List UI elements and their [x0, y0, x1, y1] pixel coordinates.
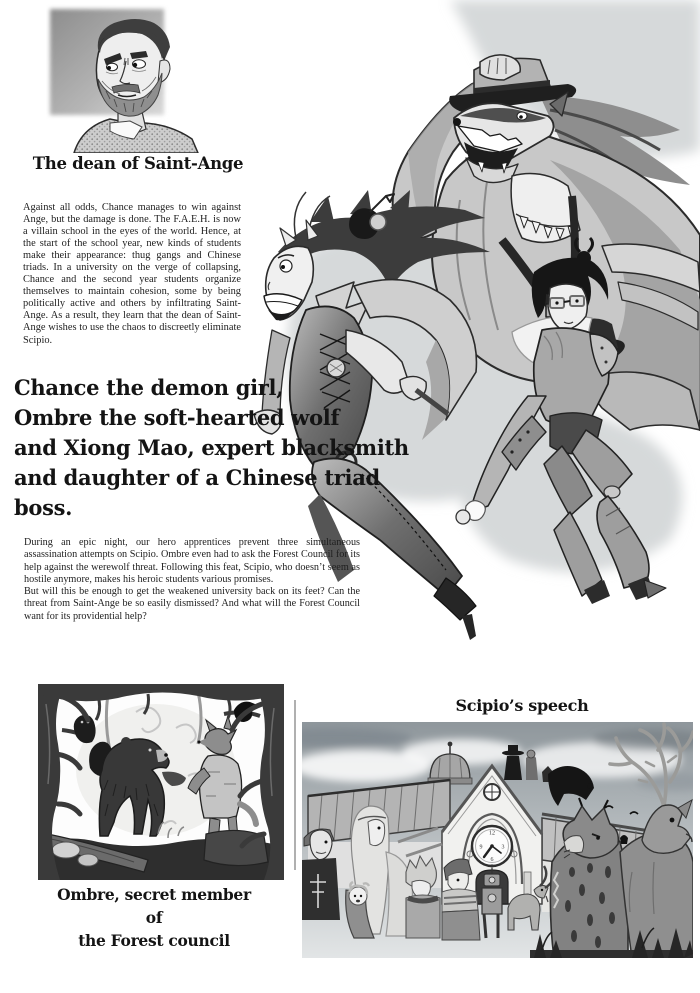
dean-portrait-drawing — [46, 3, 218, 153]
forest-caption-line-2: the Forest council — [78, 931, 230, 950]
svg-text:3: 3 — [501, 844, 505, 851]
scipio-speech-caption: Scipio’s speech — [455, 696, 589, 715]
forest-council-caption — [48, 883, 260, 952]
characters-heading — [14, 373, 414, 523]
story-paragraph-part2: But will this be enough to get the weakened university back on its feet? Can the threat from Saint-Ange be so easily dismissed? And what will the Forest Council want for its providential help? — [24, 586, 360, 622]
scipio-speech-drawing — [302, 722, 693, 958]
intro-paragraph: Against all odds, Chance manages to win against Ange, but the damage is done. The F.A.E.H. is now a villain school in the eyes of the world. Hence, at the start of the school year, new kinds of students make their appearance: thug gangs and Chinese triads. In a university on the verge of collapsing, Chance and the second year students organize themselves to maintain cohesion, some by being politically active and others by infiltrating Saint-Ange. As a result, they learn that the dean of Saint-Ange wishes to use the chaos to discreetly eliminate Scipio. — [23, 202, 241, 346]
scipio-silhouette — [504, 756, 522, 780]
heading-line-2: Ombre the soft-hearted wolf — [14, 405, 340, 430]
heading-line-1: Chance the demon girl, — [14, 375, 284, 400]
vertical-divider — [294, 700, 296, 870]
dean-portrait-illustration — [46, 3, 218, 153]
forest-council-illustration — [38, 684, 284, 880]
story-paragraph — [24, 537, 360, 623]
scipio-speech-illustration — [302, 722, 693, 958]
dean-portrait-caption: The dean of Saint-Ange — [32, 154, 244, 173]
svg-text:9: 9 — [479, 844, 483, 851]
svg-text:12: 12 — [489, 830, 495, 837]
forest-council-drawing — [38, 684, 284, 880]
heading-line-4: and daughter of a Chinese triad boss. — [14, 465, 380, 520]
svg-text:6: 6 — [490, 857, 494, 863]
heading-line-3: and Xiong Mao, expert blacksmith — [14, 435, 409, 460]
story-paragraph-part1: During an epic night, our hero apprentices prevent three simultaneous assassination attempts on Scipio. Ombre even had to ask the Forest Council for its help against the werewolf threat. Following this feat, Scipio, who doesn’t seem as hostile anymore, makes his heroic students various promises. — [24, 537, 360, 585]
forest-caption-line-1: Ombre, secret member of — [57, 885, 251, 927]
